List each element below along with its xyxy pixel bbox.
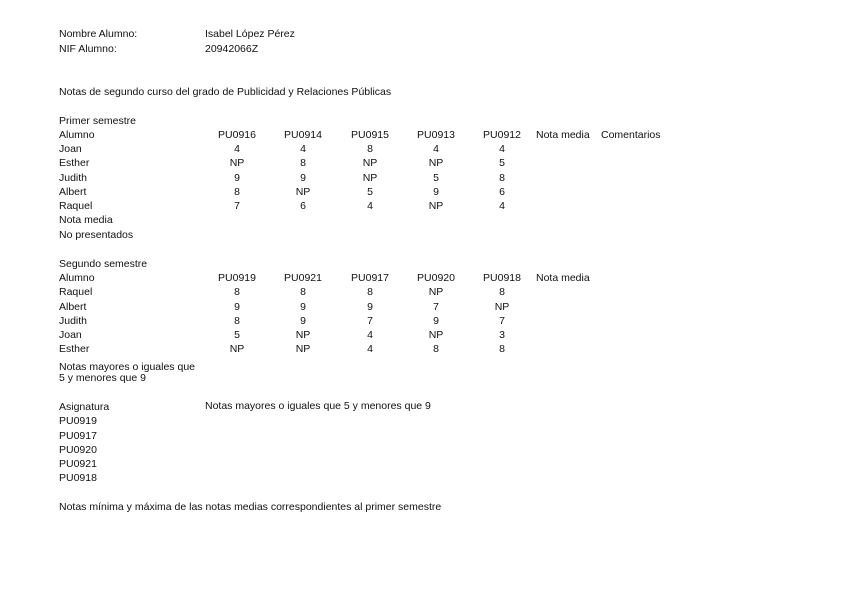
grade-cell: 8 <box>234 286 240 298</box>
subject-cell: PU0921 <box>59 458 97 470</box>
column-header-nota-media: Nota media <box>536 272 590 284</box>
subject-cell: PU0920 <box>59 444 97 456</box>
grade-cell: NP <box>362 157 378 169</box>
column-header-subject: PU0917 <box>351 272 389 284</box>
grade-cell: 4 <box>234 143 240 155</box>
student-name-cell: Albert <box>59 186 87 198</box>
subject-cell: PU0917 <box>59 430 97 442</box>
grade-cell: 4 <box>433 143 439 155</box>
column-header-subject: PU0916 <box>218 129 256 141</box>
grade-cell: 6 <box>300 200 306 212</box>
footer-nota-media: Nota media <box>59 214 113 226</box>
grade-cell: 9 <box>300 172 306 184</box>
student-name-cell: Esther <box>59 343 90 355</box>
grade-cell: 8 <box>234 315 240 327</box>
column-header-subject: PU0913 <box>417 129 455 141</box>
grade-cell: 9 <box>234 172 240 184</box>
grade-cell: NP <box>428 329 444 341</box>
grade-cell: 9 <box>433 315 439 327</box>
footer-notas-line1: Notas mayores o iguales que <box>59 361 195 373</box>
student-nif-value: 20942066Z <box>205 43 259 55</box>
grade-cell: 8 <box>367 143 373 155</box>
grade-cell: 9 <box>433 186 439 198</box>
student-name-cell: Judith <box>59 172 88 184</box>
grade-cell: 7 <box>234 200 240 212</box>
grade-cell: 4 <box>499 200 505 212</box>
grade-cell: 8 <box>234 186 240 198</box>
subject-cell: PU0919 <box>59 415 97 427</box>
column-header-subject: PU0915 <box>351 129 389 141</box>
student-name-cell: Judith <box>59 315 88 327</box>
grade-cell: 8 <box>433 343 439 355</box>
student-nif-label: NIF Alumno: <box>59 43 117 55</box>
grade-cell: 8 <box>499 286 505 298</box>
column-header-comentarios: Comentarios <box>601 129 661 141</box>
document-heading: Notas de segundo curso del grado de Publicidad y Relaciones Públicas <box>59 86 392 98</box>
student-name-value: Isabel López Pérez <box>205 28 295 40</box>
grade-cell: 7 <box>367 315 373 327</box>
grade-cell: NP <box>295 186 311 198</box>
grade-cell: 9 <box>367 301 373 313</box>
grade-cell: 8 <box>300 286 306 298</box>
grade-cell: NP <box>428 157 444 169</box>
grade-cell: 4 <box>300 143 306 155</box>
grade-cell: NP <box>428 286 444 298</box>
grade-cell: 6 <box>499 186 505 198</box>
grade-cell: 8 <box>499 343 505 355</box>
student-name-cell: Joan <box>59 329 82 341</box>
grade-cell: NP <box>428 200 444 212</box>
column-header-alumno: Alumno <box>59 272 95 284</box>
grade-cell: NP <box>295 343 311 355</box>
grade-cell: 4 <box>367 329 373 341</box>
column-header-subject: PU0918 <box>483 272 521 284</box>
subject-cell: PU0918 <box>59 472 97 484</box>
grade-cell: 8 <box>367 286 373 298</box>
grade-cell: 8 <box>499 172 505 184</box>
grade-cell: 5 <box>499 157 505 169</box>
student-name-label: Nombre Alumno: <box>59 28 138 40</box>
student-name-cell: Raquel <box>59 286 93 298</box>
footer-notas-line2: 5 y menores que 9 <box>59 372 146 384</box>
column-header-subject: PU0919 <box>218 272 256 284</box>
grade-cell: NP <box>362 172 378 184</box>
second-semester-title: Segundo semestre <box>59 258 148 270</box>
student-name-cell: Joan <box>59 143 82 155</box>
student-name-cell: Raquel <box>59 200 93 212</box>
grade-cell: 7 <box>499 315 505 327</box>
student-name-cell: Albert <box>59 301 87 313</box>
grade-cell: 9 <box>300 301 306 313</box>
grade-cell: 8 <box>300 157 306 169</box>
grade-cell: 5 <box>234 329 240 341</box>
grade-cell: 9 <box>300 315 306 327</box>
column-header-subject: PU0914 <box>284 129 322 141</box>
first-semester-title: Primer semestre <box>59 115 137 127</box>
column-header-notas-range: Notas mayores o iguales que 5 y menores que 9 <box>205 400 431 412</box>
grade-cell: 5 <box>367 186 373 198</box>
column-header-subject: PU0912 <box>483 129 521 141</box>
footer-no-presentados: No presentados <box>59 229 134 241</box>
grade-cell: 4 <box>499 143 505 155</box>
grade-cell: 7 <box>433 301 439 313</box>
grade-cell: 3 <box>499 329 505 341</box>
grade-cell: NP <box>494 301 510 313</box>
grade-cell: NP <box>229 343 245 355</box>
grade-cell: 9 <box>234 301 240 313</box>
final-note: Notas mínima y máxima de las notas medias correspondientes al primer semestre <box>59 501 442 513</box>
column-header-asignatura: Asignatura <box>59 401 110 413</box>
column-header-nota-media: Nota media <box>536 129 590 141</box>
column-header-subject: PU0921 <box>284 272 322 284</box>
grade-cell: 5 <box>433 172 439 184</box>
grade-cell: NP <box>295 329 311 341</box>
student-name-cell: Esther <box>59 157 90 169</box>
grade-cell: 4 <box>367 343 373 355</box>
column-header-subject: PU0920 <box>417 272 455 284</box>
grade-cell: 4 <box>367 200 373 212</box>
column-header-alumno: Alumno <box>59 129 95 141</box>
grade-cell: NP <box>229 157 245 169</box>
